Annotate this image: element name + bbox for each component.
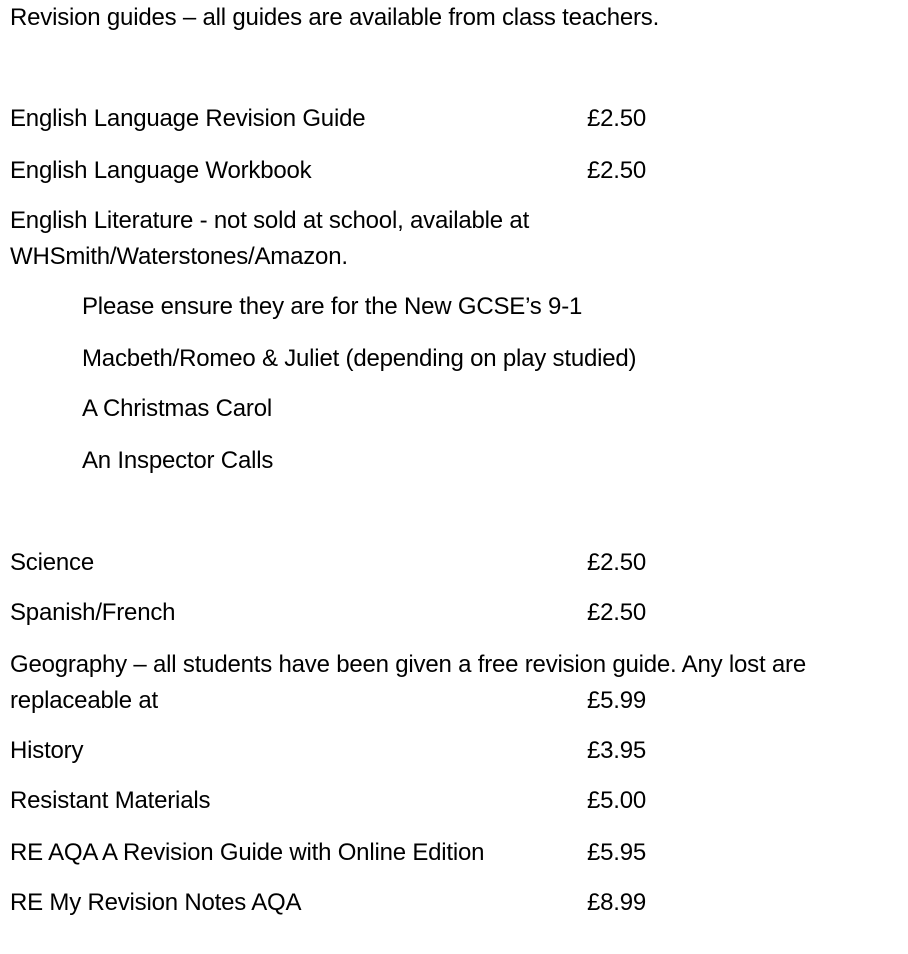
resistant-materials-title: Resistant Materials <box>10 787 211 814</box>
geography-line-1: Geography – all students have been given a free revision guide. Any lost are <box>10 651 806 678</box>
geography-price: £5.99 <box>587 687 647 714</box>
english-literature-line-1: English Literature - not sold at school, available at <box>10 207 530 234</box>
geography-paragraph <box>10 647 806 719</box>
english-literature-note: An Inspector Calls <box>82 447 274 474</box>
english-language-guide-price: £2.50 <box>587 105 647 132</box>
geography-line-2: replaceable at <box>10 687 158 714</box>
re-revision-notes-price: £8.99 <box>587 889 647 916</box>
english-literature-note: A Christmas Carol <box>82 395 272 422</box>
re-revision-notes-title: RE My Revision Notes AQA <box>10 889 302 916</box>
history-price: £3.95 <box>587 737 647 764</box>
english-language-guide-title: English Language Revision Guide <box>10 105 366 132</box>
history-title: History <box>10 737 84 764</box>
english-literature-paragraph <box>10 203 529 275</box>
science-price: £2.50 <box>587 549 647 576</box>
english-literature-note: Macbeth/Romeo & Juliet (depending on play studied) <box>82 345 637 372</box>
re-aqa-guide-title: RE AQA A Revision Guide with Online Edition <box>10 839 485 866</box>
resistant-materials-price: £5.00 <box>587 787 647 814</box>
page-heading: Revision guides – all guides are available from class teachers. <box>10 4 660 31</box>
re-aqa-guide-price: £5.95 <box>587 839 647 866</box>
science-title: Science <box>10 549 94 576</box>
english-literature-line-2: WHSmith/Waterstones/Amazon. <box>10 243 348 270</box>
english-language-workbook-price: £2.50 <box>587 157 647 184</box>
languages-title: Spanish/French <box>10 599 176 626</box>
languages-price: £2.50 <box>587 599 647 626</box>
english-literature-note: Please ensure they are for the New GCSE’s 9-1 <box>82 293 583 320</box>
english-language-workbook-title: English Language Workbook <box>10 157 312 184</box>
